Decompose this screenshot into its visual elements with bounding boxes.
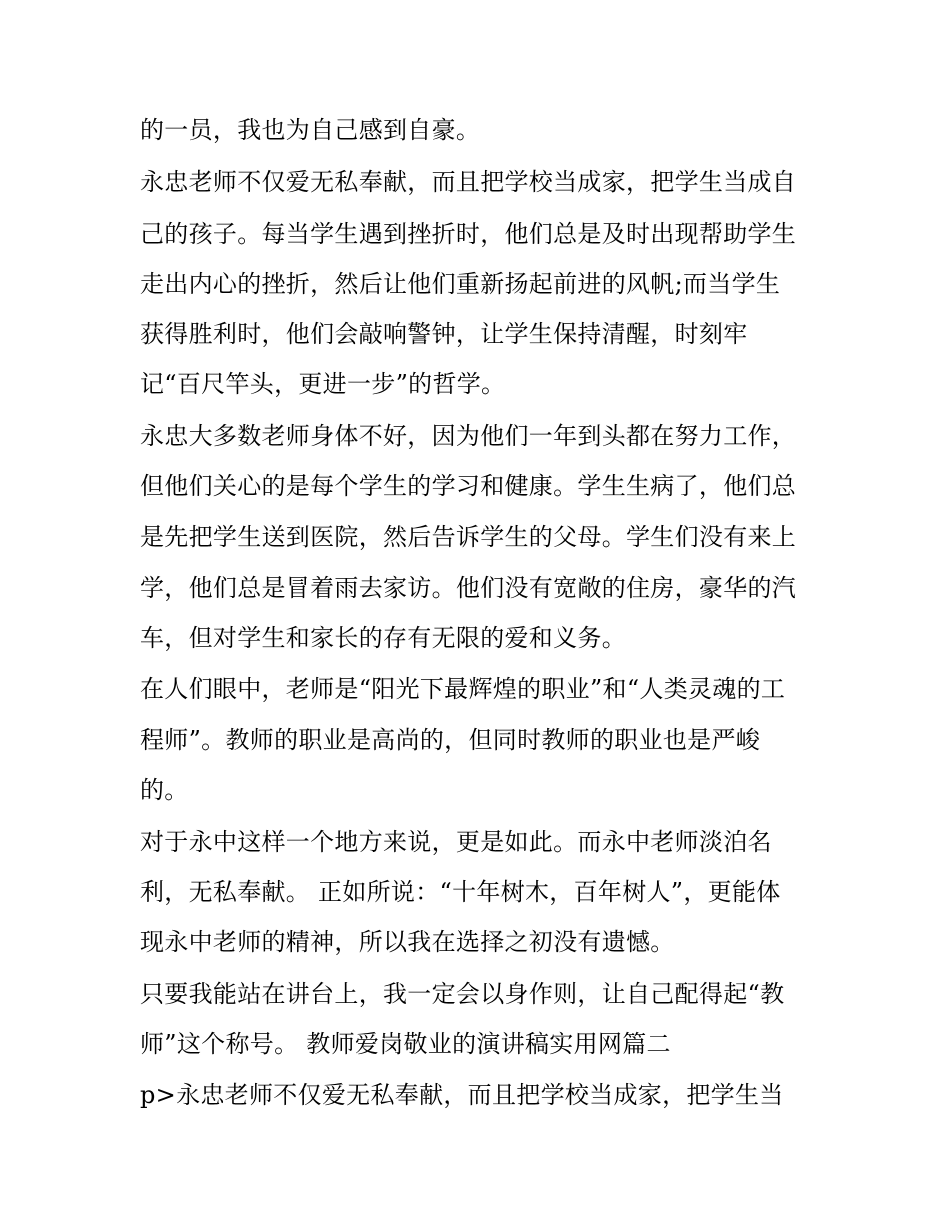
text-line: 只要我能站在讲台上，我一定会以身作则，让自己配得起“教	[140, 980, 785, 1008]
text-line: 利，无私奉献。 正如所说：“十年树木，百年树人”，更能体	[140, 878, 781, 906]
text-line: 程师”。教师的职业是高尚的，但同时教师的职业也是严峻	[140, 726, 761, 754]
text-line: 永忠大多数老师身体不好，因为他们一年到头都在努力工作，	[140, 422, 797, 450]
text-line: 是先把学生送到医院，然后告诉学生的父母。学生们没有来上	[140, 523, 797, 551]
text-line: 获得胜利时，他们会敲响警钟，让学生保持清醒，时刻牢	[140, 320, 748, 348]
text-line: 对于永中这样一个地方来说，更是如此。而永中老师淡泊名	[140, 828, 772, 856]
text-line: 永忠老师不仅爱无私奉献，而且把学校当成家，把学生当成自	[140, 168, 797, 196]
text-line: 己的孩子。每当学生遇到挫折时，他们总是及时出现帮助学生	[140, 220, 797, 248]
text-line: 师”这个称号。 教师爱岗敬业的演讲稿实用网篇二	[140, 1030, 671, 1058]
text-line: 在人们眼中，老师是“阳光下最辉煌的职业”和“人类灵魂的工	[140, 675, 786, 703]
text-line: 记“百尺竿头，更进一步”的哲学。	[140, 370, 506, 398]
text-line: 车，但对学生和家长的存有无限的爱和义务。	[140, 624, 626, 652]
text-line: 的。	[140, 776, 189, 804]
text-line: 但他们关心的是每个学生的学习和健康。学生生病了，他们总	[140, 472, 797, 500]
text-line: 走出内心的挫折，然后让他们重新扬起前进的风帆;而当学生	[140, 270, 781, 298]
text-line: 学，他们总是冒着雨去家访。他们没有宽敞的住房，豪华的汽	[140, 574, 797, 602]
text-line: 的一员，我也为自己感到自豪。	[140, 116, 481, 144]
text-line: p>永忠老师不仅爱无私奉献，而且把学校当成家，把学生当	[140, 1081, 784, 1109]
text-line: 现永中老师的精神，所以我在选择之初没有遗憾。	[140, 928, 675, 956]
